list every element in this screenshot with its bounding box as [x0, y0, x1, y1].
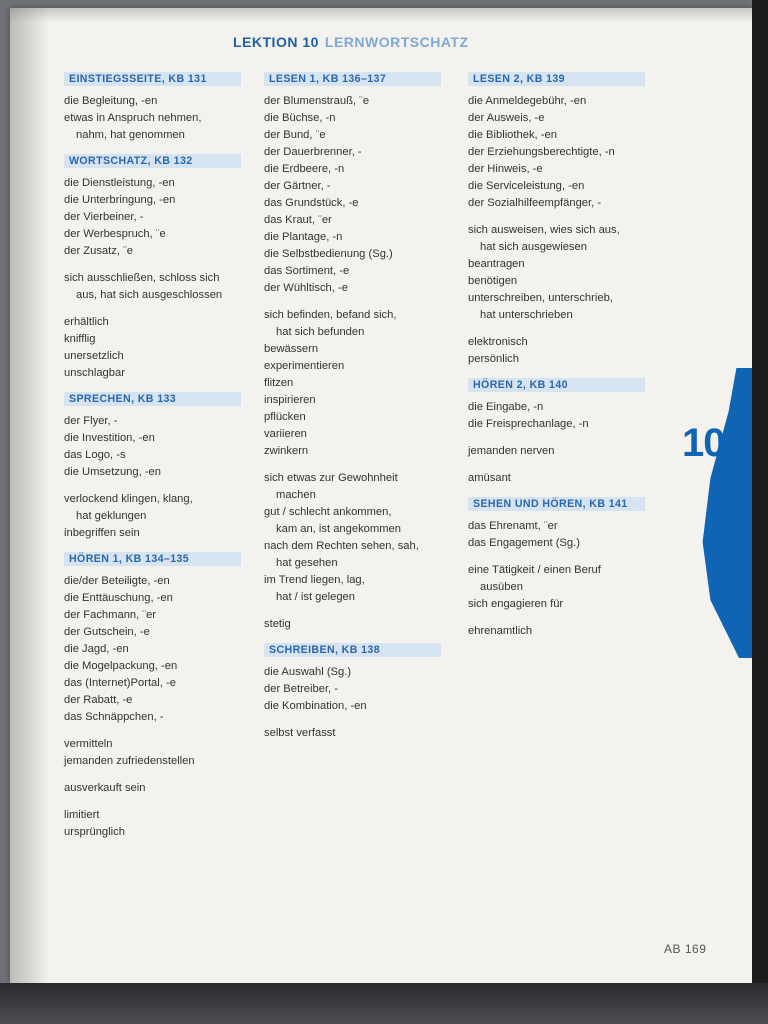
vocab-entry: selbst verfasst — [264, 727, 336, 739]
vocab-entry: der Sozialhilfeempfänger, - — [468, 197, 602, 209]
vocab-entry: das (Internet)Portal, -e — [64, 677, 176, 689]
section-heading: WORTSCHATZ, KB 132 — [64, 154, 241, 168]
vocab-entry: der Ausweis, -e — [468, 112, 545, 124]
vocab-entry: die Eingabe, -n — [468, 401, 544, 413]
section-label: LERNWORTSCHATZ — [324, 34, 469, 50]
vocab-entry: die Jagd, -en — [64, 643, 129, 655]
vocab-entry: bewässern — [264, 343, 319, 355]
vocab-section — [468, 378, 668, 487]
vocab-entry: persönlich — [468, 353, 519, 365]
vocab-entry: variieren — [264, 428, 307, 440]
vocab-group — [64, 93, 264, 144]
vocab-entry: knifflig — [64, 333, 96, 345]
vocab-entry: amüsant — [468, 472, 511, 484]
vocab-entry: experimentieren — [264, 360, 345, 372]
vocab-section — [64, 392, 264, 542]
vocab-entry: stetig — [264, 618, 291, 630]
chapter-thumb-tab — [700, 368, 752, 658]
vocab-group — [264, 93, 464, 297]
vocab-entry: die Investition, -en — [64, 432, 155, 444]
vocab-group — [64, 807, 264, 841]
vocab-entry: zwinkern — [264, 445, 309, 457]
vocab-section — [64, 552, 264, 841]
vocab-entry: pflücken — [264, 411, 306, 423]
page-gutter-shadow — [10, 8, 50, 983]
section-heading: EINSTIEGSSEITE, KB 131 — [64, 72, 241, 86]
lesson-label: LEKTION 10 — [233, 34, 319, 50]
vocab-column-1 — [64, 72, 264, 851]
chapter-number: 10 — [682, 421, 725, 465]
section-heading: SEHEN UND HÖREN, KB 141 — [468, 497, 645, 511]
vocab-entry: eine Tätigkeit / einen Beruf — [468, 564, 601, 576]
vocab-entry: der Blumenstrauß, ¨e — [264, 95, 370, 107]
vocab-entry: machen — [276, 489, 316, 501]
vocab-entry: die Enttäuschung, -en — [64, 592, 173, 604]
vocab-entry: das Ehrenamt, ¨er — [468, 520, 558, 532]
vocab-group — [64, 270, 264, 304]
vocab-entry: hat sich befunden — [276, 326, 365, 338]
vocab-entry: nach dem Rechten sehen, sah, — [264, 540, 419, 552]
vocab-entry: erhältlich — [64, 316, 109, 328]
vocab-group — [264, 616, 464, 633]
vocab-entry: sich engagieren für — [468, 598, 564, 610]
vocab-entry: der Vierbeiner, - — [64, 211, 144, 223]
vocab-entry: der Betreiber, - — [264, 683, 338, 695]
vocab-entry: die Kombination, -en — [264, 700, 367, 712]
vocab-entry: im Trend liegen, lag, — [264, 574, 365, 586]
vocab-entry: unersetzlich — [64, 350, 124, 362]
page-top-shadow — [10, 8, 752, 22]
vocab-group — [468, 334, 668, 368]
vocab-entry: das Sortiment, -e — [264, 265, 350, 277]
vocab-entry: die Freisprechanlage, -n — [468, 418, 589, 430]
vocab-entry: das Logo, -s — [64, 449, 126, 461]
vocab-entry: die Mogelpackung, -en — [64, 660, 178, 672]
vocab-entry: jemanden nerven — [468, 445, 555, 457]
vocab-entry: limitiert — [64, 809, 100, 821]
section-heading: HÖREN 1, KB 134–135 — [64, 552, 241, 566]
vocab-section — [264, 72, 464, 633]
vocab-entry: der Zusatz, ¨e — [64, 245, 134, 257]
vocab-entry: ausverkauft sein — [64, 782, 146, 794]
vocab-entry: etwas in Anspruch nehmen, — [64, 112, 202, 124]
vocab-section — [468, 497, 668, 640]
vocab-entry: inbegriffen sein — [64, 527, 140, 539]
vocab-group — [468, 518, 668, 552]
vocab-entry: der Dauerbrenner, - — [264, 146, 362, 158]
vocab-group — [468, 470, 668, 487]
book-page — [10, 8, 752, 983]
vocab-entry: ehrenamtlich — [468, 625, 533, 637]
vocab-column-3 — [468, 72, 668, 650]
vocab-group — [468, 443, 668, 460]
page-title — [233, 34, 469, 50]
vocab-group — [64, 573, 264, 726]
vocab-entry: ursprünglich — [64, 826, 125, 838]
vocab-group — [264, 307, 464, 460]
vocab-entry: sich etwas zur Gewohnheit — [264, 472, 398, 484]
section-heading: LESEN 2, KB 139 — [468, 72, 645, 86]
vocab-entry: das Grundstück, -e — [264, 197, 359, 209]
section-heading: HÖREN 2, KB 140 — [468, 378, 645, 392]
vocab-entry: das Engagement (Sg.) — [468, 537, 580, 549]
vocab-entry: nahm, hat genommen — [76, 129, 185, 141]
vocab-entry: die Erdbeere, -n — [264, 163, 345, 175]
vocab-entry: die Bibliothek, -en — [468, 129, 557, 141]
vocab-entry: der Hinweis, -e — [468, 163, 543, 175]
vocab-entry: unterschreiben, unterschrieb, — [468, 292, 613, 304]
vocab-entry: der Rabatt, -e — [64, 694, 133, 706]
vocab-entry: der Gutschein, -e — [64, 626, 150, 638]
vocab-entry: der Fachmann, ¨er — [64, 609, 157, 621]
vocab-group — [64, 314, 264, 382]
vocab-entry: hat geklungen — [76, 510, 147, 522]
vocab-entry: beantragen — [468, 258, 525, 270]
vocab-entry: elektronisch — [468, 336, 528, 348]
vocab-entry: die Auswahl (Sg.) — [264, 666, 352, 678]
section-heading: LESEN 1, KB 136–137 — [264, 72, 441, 86]
vocab-entry: der Wühltisch, -e — [264, 282, 348, 294]
vocab-entry: jemanden zufriedenstellen — [64, 755, 195, 767]
vocab-entry: sich ausweisen, wies sich aus, — [468, 224, 620, 236]
vocab-entry: die Umsetzung, -en — [64, 466, 162, 478]
vocab-group — [64, 780, 264, 797]
scan-edge-bottom — [0, 983, 768, 1024]
vocab-section — [64, 154, 264, 382]
vocab-group — [264, 725, 464, 742]
vocab-entry: die Dienstleistung, -en — [64, 177, 175, 189]
vocab-section — [264, 643, 464, 742]
vocab-entry: gut / schlecht ankommen, — [264, 506, 392, 518]
vocab-entry: sich befinden, befand sich, — [264, 309, 397, 321]
vocab-entry: sich ausschließen, schloss sich — [64, 272, 220, 284]
vocab-entry: vermitteln — [64, 738, 113, 750]
vocab-entry: der Bund, ¨e — [264, 129, 326, 141]
vocab-group — [64, 491, 264, 542]
vocab-section — [64, 72, 264, 144]
vocab-group — [64, 413, 264, 481]
vocab-entry: der Erziehungsberechtigte, -n — [468, 146, 615, 158]
vocab-group — [468, 562, 668, 613]
section-heading: SCHREIBEN, KB 138 — [264, 643, 441, 657]
vocab-entry: inspirieren — [264, 394, 316, 406]
vocab-group — [468, 93, 668, 212]
vocab-entry: das Kraut, ¨er — [264, 214, 332, 226]
vocab-entry: die Unterbringung, -en — [64, 194, 176, 206]
vocab-entry: die Plantage, -n — [264, 231, 343, 243]
vocab-entry: die Serviceleistung, -en — [468, 180, 585, 192]
section-heading: SPRECHEN, KB 133 — [64, 392, 241, 406]
page-number: AB 169 — [664, 942, 707, 956]
vocab-entry: hat / ist gelegen — [276, 591, 355, 603]
vocab-group — [468, 623, 668, 640]
vocab-section — [468, 72, 668, 368]
vocab-entry: die Selbstbedienung (Sg.) — [264, 248, 393, 260]
vocab-entry: flitzen — [264, 377, 294, 389]
vocab-group — [64, 175, 264, 260]
vocab-entry: kam an, ist angekommen — [276, 523, 401, 535]
vocab-entry: verlockend klingen, klang, — [64, 493, 193, 505]
vocab-entry: ausüben — [480, 581, 523, 593]
vocab-column-2 — [264, 72, 464, 752]
vocab-group — [468, 222, 668, 324]
vocab-entry: unschlagbar — [64, 367, 125, 379]
vocab-entry: die/der Beteiligte, -en — [64, 575, 170, 587]
vocab-entry: aus, hat sich ausgeschlossen — [76, 289, 223, 301]
vocab-group — [264, 470, 464, 606]
vocab-group — [264, 664, 464, 715]
vocab-entry: der Gärtner, - — [264, 180, 331, 192]
vocab-entry: hat sich ausgewiesen — [480, 241, 587, 253]
vocab-entry: die Anmeldegebühr, -en — [468, 95, 587, 107]
vocab-entry: hat gesehen — [276, 557, 338, 569]
vocab-entry: hat unterschrieben — [480, 309, 573, 321]
vocab-entry: die Büchse, -n — [264, 112, 336, 124]
vocab-entry: das Schnäppchen, - — [64, 711, 164, 723]
vocab-entry: benötigen — [468, 275, 518, 287]
vocab-group — [468, 399, 668, 433]
scan-edge-right — [752, 0, 768, 983]
vocab-entry: der Werbespruch, ¨e — [64, 228, 166, 240]
vocab-group — [64, 736, 264, 770]
vocab-entry: die Begleitung, -en — [64, 95, 158, 107]
vocab-entry: der Flyer, - — [64, 415, 118, 427]
